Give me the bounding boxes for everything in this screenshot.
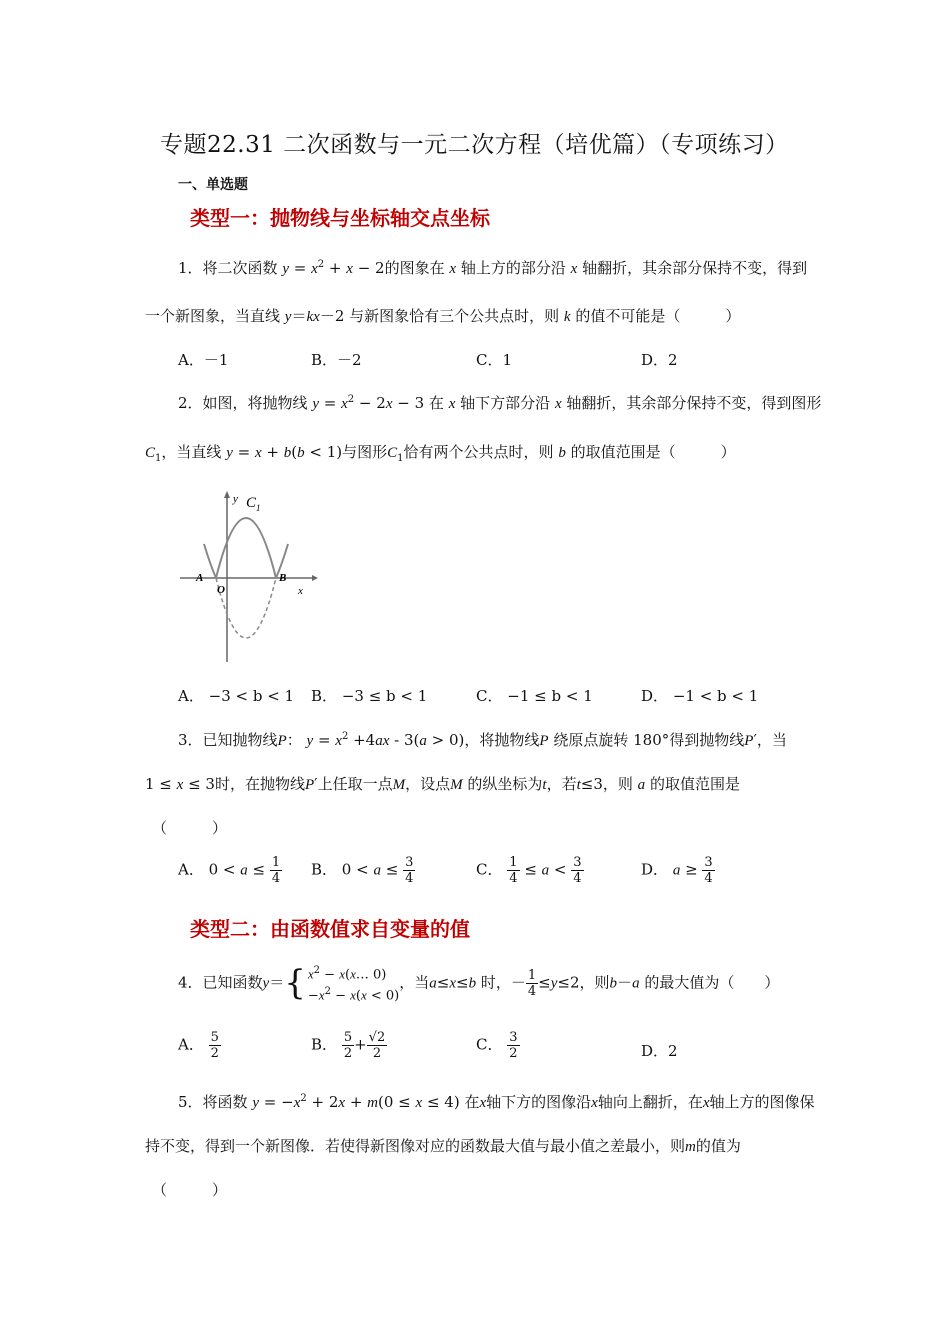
q1-option-b: B．－2 [311, 351, 362, 369]
q2-line2: $C_1$，当直线 y = x + b(b < 1)与图形$C_1$恰有两个公共点时，则 b 的取值范围是（ ） [145, 443, 736, 464]
q4-line1: 4．已知函数y＝ { $x^2$ − x(x… 0) $-x^2 - x(x < 0)$ ，当a≤x≤b 时，－ $\frac{1}{4}$ ≤y≤2，则b－a 的最大值为（ ） [178, 963, 780, 1004]
y-label: y [233, 493, 238, 505]
q5-line1: 5．将函数 $y = -x^2 + 2x + m(0 \le x \le 4)$ 在x轴下方的图像沿x轴向上翻折，在x轴上方的图像保 [178, 1093, 815, 1111]
q2-option-a: A． −3 < b < 1 [178, 687, 295, 705]
parabola-figure [180, 488, 320, 664]
q5-blank: （ ） [152, 1181, 228, 1199]
x-axis-arrow [312, 575, 318, 581]
q1-option-c: C．1 [476, 351, 513, 369]
origin-label: O [217, 584, 225, 596]
y-axis-arrow [224, 491, 230, 498]
q3-blank: （ ） [152, 819, 228, 837]
q1-line2: 一个新图象，当直线 y＝kx－2 与新图象恰有三个公共点时，则 k 的值不可能是（ ） [145, 307, 741, 325]
q3-option-d: D． a ≥ $\frac{3}{4}$ [641, 855, 713, 886]
q4-option-b: B． $\frac{5}{2}$ + $\frac{√2}{2}$ [311, 1030, 386, 1061]
q1-option-a: A．－1 [178, 351, 229, 369]
q4-option-a: A． $\frac{5}{2}$ [178, 1030, 219, 1061]
section-heading: 一、单选题 [178, 177, 248, 193]
original-arc-dashed [216, 578, 276, 638]
q5-line2: 持不变，得到一个新图像．若使得新图像对应的函数最大值与最小值之差最小，则m的值为 [145, 1137, 741, 1155]
point-a-label: A [196, 572, 204, 584]
type-heading-1: 类型一：抛物线与坐标轴交点坐标 [190, 206, 490, 230]
left-branch [204, 544, 216, 578]
svg-text:1: 1 [256, 503, 261, 513]
q4-option-d: D．2 [641, 1042, 678, 1060]
x-label: x [298, 585, 303, 597]
q3-line2: 1 ≤ x ≤ 3时，在抛物线P′上任取一点M，设点M 的纵坐标为t，若t≤3，则 a 的取值范围是 [145, 775, 740, 793]
q4-option-c: C． $\frac{3}{2}$ [476, 1030, 518, 1061]
q2-line1: 2．如图，将抛物线 $y = x^2 - 2x - 3$ 在 x 轴下方部分沿 x 轴翻折，其余部分保持不变，得到图形 [178, 394, 822, 412]
q2-option-d: D． −1 < b < 1 [641, 687, 759, 705]
q2-option-b: B． −3 ≤ b < 1 [311, 687, 428, 705]
flipped-arc [216, 518, 276, 578]
type-heading-2: 类型二：由函数值求自变量的值 [190, 917, 470, 941]
q2-option-c: C． −1 ≤ b < 1 [476, 687, 593, 705]
c1-label: C [246, 495, 257, 511]
point-b-label: B [279, 572, 287, 584]
q3-option-a: A． 0 < a ≤ $\frac{1}{4}$ [178, 855, 281, 886]
q1-line1: 1．将二次函数 $y = x^2 + x - 2$的图象在 x 轴上方的部分沿 x 轴翻折，其余部分保持不变，得到 [178, 259, 808, 277]
q1-option-d: D．2 [641, 351, 678, 369]
page-title: 专题22.31 二次函数与一元二次方程（培优篇）（专项练习） [160, 132, 789, 158]
q3-option-b: B． 0 < a ≤ $\frac{3}{4}$ [311, 855, 414, 886]
q3-option-c: C． $\frac{1}{4}$ ≤ a < $\frac{3}{4}$ [476, 855, 582, 886]
q3-line1: 3．已知抛物线P： $y = x^2 +4ax - 3(a > 0)$，将抛物线P 绕原点旋转 180°得到抛物线P′，当 [178, 731, 787, 749]
